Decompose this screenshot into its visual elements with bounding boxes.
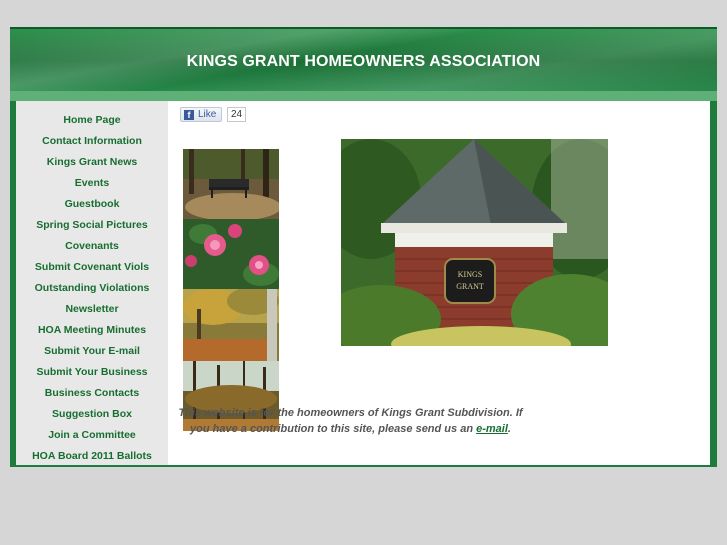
nav-item-covenants[interactable]: Covenants: [65, 240, 119, 252]
camellia-photo: [183, 219, 279, 289]
welcome-text: [168, 405, 533, 437]
facebook-icon: f: [184, 110, 194, 120]
site-title: KINGS GRANT HOMEOWNERS ASSOCIATION: [186, 53, 541, 70]
nav-item-kings-grant-news[interactable]: Kings Grant News: [46, 156, 138, 168]
nav-item-events[interactable]: Events: [74, 177, 110, 189]
like-count: 24: [227, 107, 246, 122]
facebook-like-button[interactable]: [180, 107, 222, 122]
nav-item-submit-covenant-viols[interactable]: Submit Covenant Viols: [34, 261, 150, 273]
nav-item-submit-your-email[interactable]: Submit Your E-mail: [44, 345, 140, 357]
site-header: [10, 27, 717, 93]
nav-item-submit-your-business[interactable]: Submit Your Business: [36, 366, 148, 378]
nav-item-join-a-committee[interactable]: Join a Committee: [48, 429, 136, 441]
header-band: [10, 91, 717, 101]
nav-item-guestbook[interactable]: Guestbook: [64, 198, 120, 210]
sidebar-nav: [16, 101, 168, 465]
nav-item-hoa-board-2011-ballots[interactable]: HOA Board 2011 Ballots: [32, 450, 152, 462]
bench-photo: [183, 149, 279, 219]
nav-item-newsletter[interactable]: Newsletter: [65, 303, 119, 315]
page-frame: [10, 27, 717, 467]
content-area: [16, 101, 710, 465]
nav-item-business-contacts[interactable]: Business Contacts: [44, 387, 140, 399]
welcome-text-body: This website is for the homeowners of Kings Grant Subdivision. If you have a contribution to this site, please send us an: [178, 407, 523, 435]
nav-item-spring-social-pictures[interactable]: Spring Social Pictures: [36, 219, 148, 231]
nav-item-outstanding-violations[interactable]: Outstanding Violations: [34, 282, 150, 294]
nav-item-suggestion-box[interactable]: Suggestion Box: [52, 408, 132, 420]
autumn-trees-photo: [183, 289, 279, 361]
like-label: Like: [198, 109, 217, 120]
nav-item-home-page[interactable]: Home Page: [63, 114, 121, 126]
welcome-text-end: .: [507, 423, 511, 435]
sign-line2: GRANT: [456, 282, 484, 291]
photo-strip: [183, 149, 279, 431]
nav-item-contact-information[interactable]: Contact Information: [42, 135, 142, 147]
email-link[interactable]: e-mail: [476, 423, 508, 435]
sign-line1: KINGS: [457, 270, 483, 279]
entrance-sign-photo: [341, 139, 608, 346]
nav-item-hoa-meeting-minutes[interactable]: HOA Meeting Minutes: [37, 324, 147, 336]
